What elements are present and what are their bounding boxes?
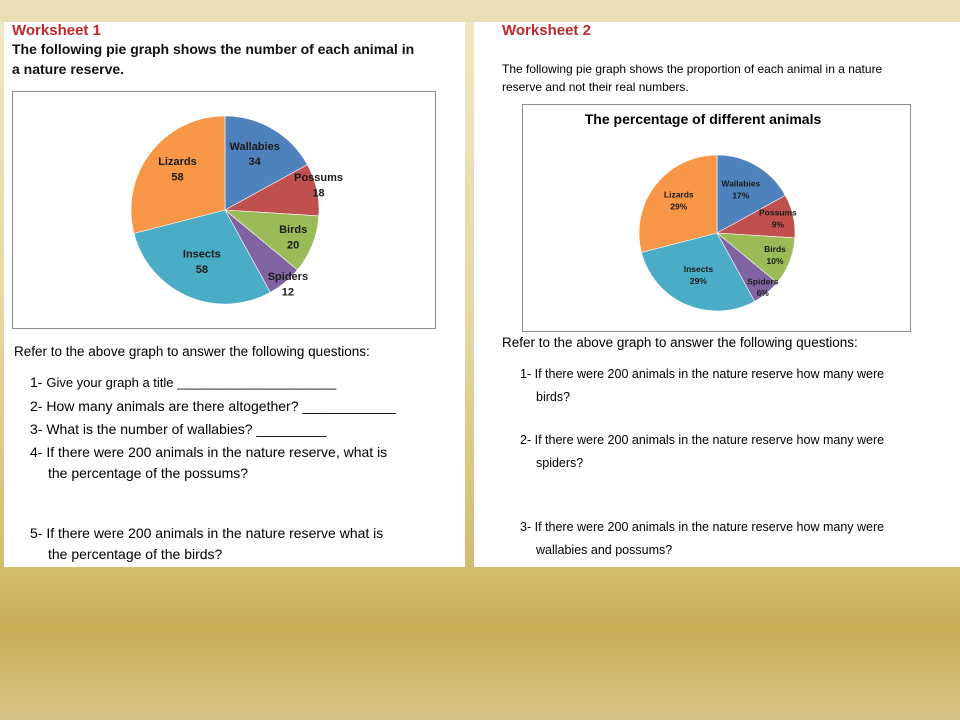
pie-label-name: Birds: [764, 243, 786, 254]
worksheet-2-question-1-line2: birds?: [536, 390, 571, 404]
worksheet-1-intro-line2: a nature reserve.: [12, 61, 125, 77]
top-background-strip: [0, 0, 960, 22]
question-text: Give your graph a title ______________________: [46, 375, 337, 390]
pie-label-name: Insects: [182, 248, 221, 261]
pie-label-name: Spiders: [747, 276, 779, 287]
question-text: What is the number of wallabies? _________: [46, 421, 327, 437]
worksheet-1-title: Worksheet 1: [12, 22, 101, 39]
worksheet-2-question-1: [520, 363, 884, 386]
pie-label-birds: [764, 244, 786, 266]
pie-label-value: 10%: [766, 255, 784, 266]
worksheet-2-pie-chart: [523, 105, 910, 331]
worksheet-1-question-5: [30, 523, 383, 544]
question-text: If there were 200 animals in the nature reserve how many were: [534, 520, 885, 534]
question-number: 3-: [30, 421, 43, 437]
pie-label-value: 20: [287, 239, 300, 252]
worksheet-1-question-5-line2: the percentage of the birds?: [48, 546, 223, 562]
worksheet-1-refer-text: Refer to the above graph to answer the following questions:: [14, 344, 370, 359]
question-number: 1-: [520, 367, 532, 381]
question-number: 3-: [520, 520, 532, 534]
worksheet-2-intro-line2: reserve and not their real numbers.: [502, 80, 689, 94]
pie-label-value: 34: [248, 156, 261, 169]
worksheet-1-question-1: [30, 372, 336, 393]
question-number: 5-: [30, 525, 43, 541]
pie-label-value: 29%: [670, 201, 688, 212]
chart-title: The percentage of different animals: [584, 111, 822, 127]
pie-label-name: Lizards: [158, 156, 197, 169]
pie-label-value: 17%: [732, 190, 750, 201]
pie-label-value: 9%: [771, 219, 785, 230]
worksheet-2-question-3-line2: wallabies and possums?: [536, 543, 673, 557]
worksheet-1-chart-frame: [12, 91, 436, 329]
worksheet-2-title: Worksheet 2: [502, 22, 591, 39]
worksheet-2-question-2: [520, 429, 884, 452]
pie-label-name: Possums: [758, 207, 797, 218]
question-text: If there were 200 animals in the nature reserve what is: [46, 525, 384, 541]
question-text: If there were 200 animals in the nature reserve, what is: [46, 444, 388, 460]
pie-label-name: Birds: [279, 223, 308, 236]
pie-label-value: 58: [171, 171, 184, 184]
pie-label-name: Wallabies: [721, 178, 761, 189]
worksheet-1-question-4: [30, 442, 387, 463]
worksheet-2-chart-frame: [522, 104, 911, 332]
question-number: 2-: [30, 398, 43, 414]
worksheet-2-refer-text: Refer to the above graph to answer the following questions:: [502, 335, 858, 350]
question-text: How many animals are there altogether? ____________: [46, 398, 396, 414]
question-text: If there were 200 animals in the nature reserve how many were: [534, 433, 885, 447]
pie-label-name: Possums: [294, 172, 344, 185]
question-text: If there were 200 animals in the nature reserve how many were: [534, 367, 885, 381]
question-number: 1-: [30, 374, 43, 390]
pie-label-name: Lizards: [663, 189, 694, 200]
worksheet-1-panel: [4, 22, 465, 567]
pie-label-name: Insects: [683, 263, 714, 274]
pie-label-value: 6%: [756, 288, 769, 299]
question-number: 4-: [30, 444, 43, 460]
worksheet-2-intro-line1: The following pie graph shows the proportion of each animal in a nature: [502, 62, 883, 76]
question-number: 2-: [520, 433, 532, 447]
pie-label-value: 29%: [689, 275, 707, 286]
worksheet-2-question-3: [520, 516, 884, 539]
pie-label-value: 58: [195, 263, 208, 276]
bottom-background-band: [0, 567, 960, 720]
pie-label-value: 12: [281, 286, 295, 299]
worksheet-1-pie-chart: [13, 92, 435, 328]
pie-label-name: Spiders: [267, 271, 309, 284]
pie-label-value: 18: [312, 187, 325, 200]
worksheet-2-panel: [474, 22, 960, 567]
worksheet-1-question-4-line2: the percentage of the possums?: [48, 465, 249, 481]
pie-label-name: Wallabies: [229, 140, 280, 153]
worksheet-1-question-3: [30, 419, 327, 440]
worksheet-1-intro-line1: The following pie graph shows the number of each animal in: [12, 41, 415, 57]
worksheet-2-question-2-line2: spiders?: [536, 456, 584, 470]
worksheet-1-question-2: [30, 396, 396, 417]
